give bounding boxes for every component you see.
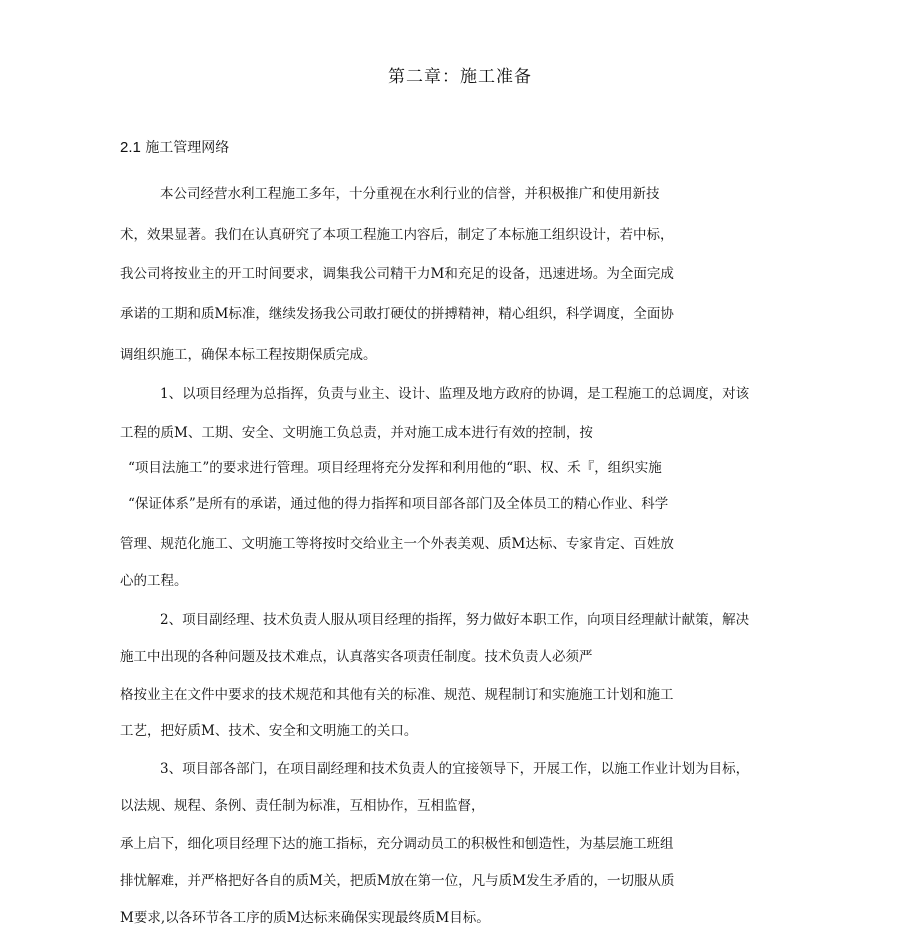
paragraph-line: 承诺的工期和质M标准，继续发扬我公司敢打硬仗的拼搏精神，精心组织，科学调度，全面协 xyxy=(120,306,674,322)
paragraph-line: 承上启下，细化项目经理下达的施工指标，充分调动员工的积极性和刨造性，为基层施工班组 xyxy=(120,836,674,852)
paragraph-line: “保证体系”是所有的承诺，通过他的得力指挥和项目部各部门及全体员工的精心作业、科学 xyxy=(128,496,669,512)
paragraph-line: 1、以项目经理为总指挥，负责与业主、设计、监理及地方政府的协调，是工程施工的总调度，对该 xyxy=(160,386,750,402)
paragraph-line: 以法规、规程、条例、责任制为标准，互相协作，互相监督， xyxy=(120,798,485,814)
paragraph-line: 格按业主在文件中要求的技术规范和其他有关的标准、规范、规程制订和实施施工计划和施工 xyxy=(120,687,674,703)
paragraph-line: 术，效果显著。我们在认真研究了本项工程施工内容后，制定了本标施工组织设计，若中标， xyxy=(120,227,674,243)
section-number: 2.1 xyxy=(120,139,141,156)
paragraph-line: 管理、规范化施工、文明施工等将按时交给业主一个外表美观、质M达标、专家肯定、百姓放 xyxy=(120,536,674,552)
paragraph-line: “项目法施工”的要求进行管理。项目经理将充分发挥和利用他的“职、权、禾『，组织实施 xyxy=(128,460,662,476)
paragraph-line: 我公司将按业主的开工时间要求，调集我公司精干力M和充足的设备，迅速进场。为全面完成 xyxy=(120,266,674,282)
paragraph-line: 2、项目副经理、技术负责人服从项目经理的指挥，努力做好本职工作，向项目经理献计献策，解决 xyxy=(160,612,750,628)
section-heading xyxy=(120,137,229,157)
paragraph-line: 3、项目部各部门，在项目副经理和技术负责人的宜接领导下，开展工作，以施工作业计划为目标， xyxy=(160,761,750,777)
paragraph-line: 排忧解难，并严格把好各自的质M关，把质M放在第一位，凡与质M发生矛盾的，一切服从质 xyxy=(120,873,675,889)
paragraph-line: 心的工程。 xyxy=(120,573,188,589)
paragraph-line: 工程的质M、工期、安全、文明施工负总责，并对施工成本进行有效的控制，按 xyxy=(120,425,593,441)
paragraph-line: 调组织施工，确保本标工程按期保质完成。 xyxy=(120,347,377,363)
chapter-title: 第二章：施工准备 xyxy=(388,67,532,87)
paragraph-line: 工艺，把好质M、技术、安全和文明施工的关口。 xyxy=(120,723,418,739)
paragraph-line: 本公司经营水利工程施工多年，十分重视在水利行业的信誉，并积极推广和使用新技 xyxy=(160,186,660,202)
paragraph-line: 施工中出现的各种问题及技术难点，认真落实各项责任制度。技术负责人必须严 xyxy=(120,649,593,665)
section-title: 施工管理网络 xyxy=(145,140,230,156)
paragraph-line: M要求,以各环节各工序的质M达标来确保实现最终质M目标。 xyxy=(120,910,490,926)
